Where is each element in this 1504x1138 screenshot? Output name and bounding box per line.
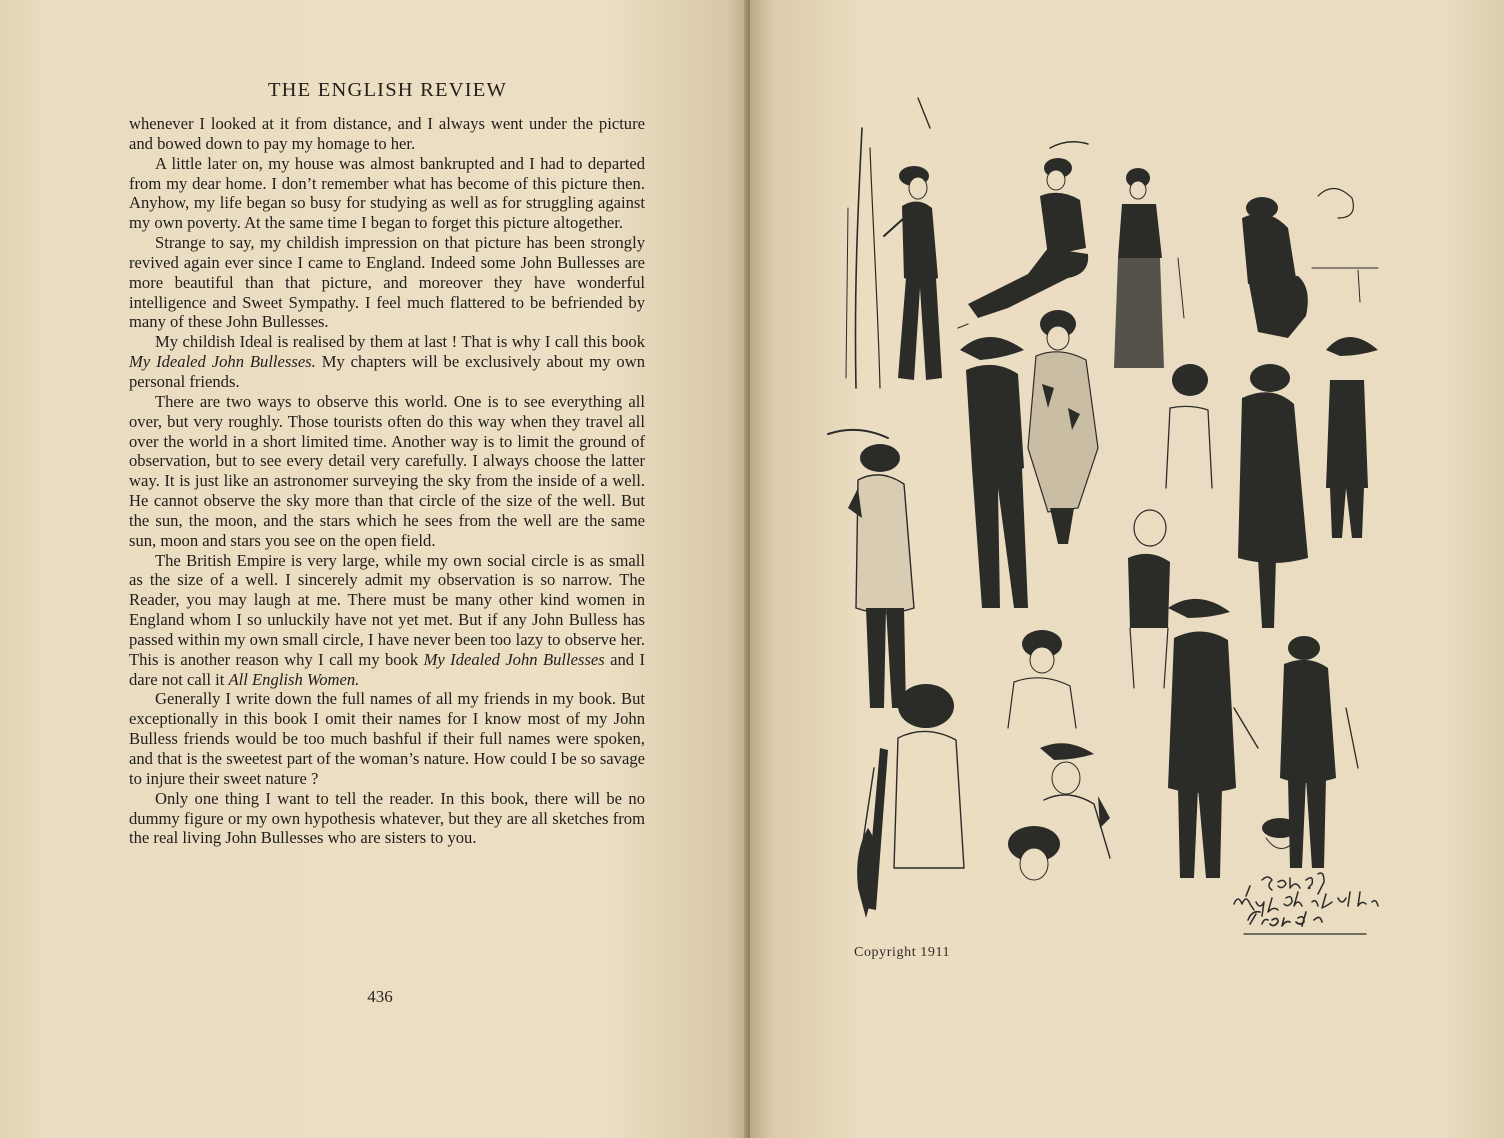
figure-standing-lady-1 (884, 166, 942, 380)
paragraph-3: Strange to say, my childish impression on that picture has been strongly revived again ever since I came to England. Indeed some John Bullesses are more beautiful than that picture, and moreover they have wonderful intelligence and Sweet Sympathy. I feel much flattered to be befriended by many of these John Bullesses. (129, 233, 645, 332)
alt-title-italic: All English Women. (228, 669, 360, 689)
figure-back-view-small (1166, 364, 1212, 488)
figure-lady-fur-coat (1238, 364, 1308, 628)
paragraph-7: Generally I write down the full names of all my friends in my book. But exceptionally in this book I omit their names for I know most of my John Bulless friends would be too much bashful if their full names were spoken, and that is the sweetest part of the woman’s nature. How could I be so savage to injure their sweet nature ? (129, 689, 645, 788)
figure-head-portrait (1008, 826, 1060, 880)
paragraph-6-text-mid: and I dare not call it (129, 649, 645, 689)
figure-back-view-umbrella (862, 684, 964, 910)
paragraph-4-text: My childish Ideal is realised by them at last ! That is why I call this book (155, 332, 645, 352)
figure-lady-wide-hat (1326, 337, 1378, 538)
figure-lady-large-hat (960, 337, 1028, 608)
running-head: THE ENGLISH REVIEW (267, 79, 508, 101)
paragraph-4 (129, 332, 645, 392)
figure-small-portrait (1008, 630, 1076, 728)
paragraph-4-text-end: My chapters will be exclusively about my own personal friends. (129, 352, 645, 391)
page-number: 436 (367, 987, 393, 1006)
figure-seated-at-table (1242, 188, 1378, 338)
handwritten-signature (1226, 868, 1386, 942)
book-title-italic: My Idealed John Bullesses. (129, 352, 316, 372)
paragraph-5: There are two ways to observe this world. One is to see everything all over, but very roughly. Those tourists often do this way when they travel all over the world in a short limited time. Another way is to limit the ground of observation, but to see every detail very carefully. I always choose the latter way. It is just like an astronomer surveying the sky from the inside of a well. He cannot observe the sky more than that circle of the size of the well. But the sun, the moon, and the stars which he sees from the well are the same sun, moon and stars you see on the open field. (129, 391, 645, 550)
sketch-illustration (818, 88, 1418, 948)
figure-lady-plumed-hat (828, 430, 914, 708)
figure-seated-lady (958, 142, 1088, 328)
illustration-caption: Copyright 1911 (854, 945, 951, 960)
figure-patterned-dress (1114, 168, 1184, 368)
body-text (129, 114, 645, 848)
figure-lady-with-fur (1028, 310, 1098, 544)
figure-lady-dark-coat (1168, 599, 1258, 878)
left-page (0, 0, 750, 1138)
figure-girl-standing (1128, 510, 1170, 688)
paragraph-6-text: The British Empire is very large, while my own social circle is as small as the size of a well. I sincerely admit my observation is so narrow. The Reader, you may laugh at me. There must be many other kind women in England whom I so unluckily have not yet met. But if any John Bulless has passed within my own small circle, I have never been too lazy to observe her. This is another reason why I call my book (129, 550, 645, 669)
paragraph-6 (129, 551, 645, 690)
paragraph-2: A little later on, my house was almost bankrupted and I had to departed from my dear home. I don’t remember what has become of this picture then. Anyhow, my life began so busy for studying as well as for struggling against my own poverty. At the same time I began to forget this picture altogether. (129, 153, 645, 233)
book-title-italic-2: My Idealed John Bullesses (423, 649, 605, 669)
figure-small-face-lower-right (1262, 818, 1298, 849)
paragraph-8: Only one thing I want to tell the reader. In this book, there will be no dummy figure or my own hypothesis whatever, but they are all sketches from the real living John Bullesses who are sisters to you. (129, 788, 645, 848)
paragraph-1: whenever I looked at it from distance, and I always went under the picture and bowed down to pay my homage to her. (129, 114, 645, 153)
